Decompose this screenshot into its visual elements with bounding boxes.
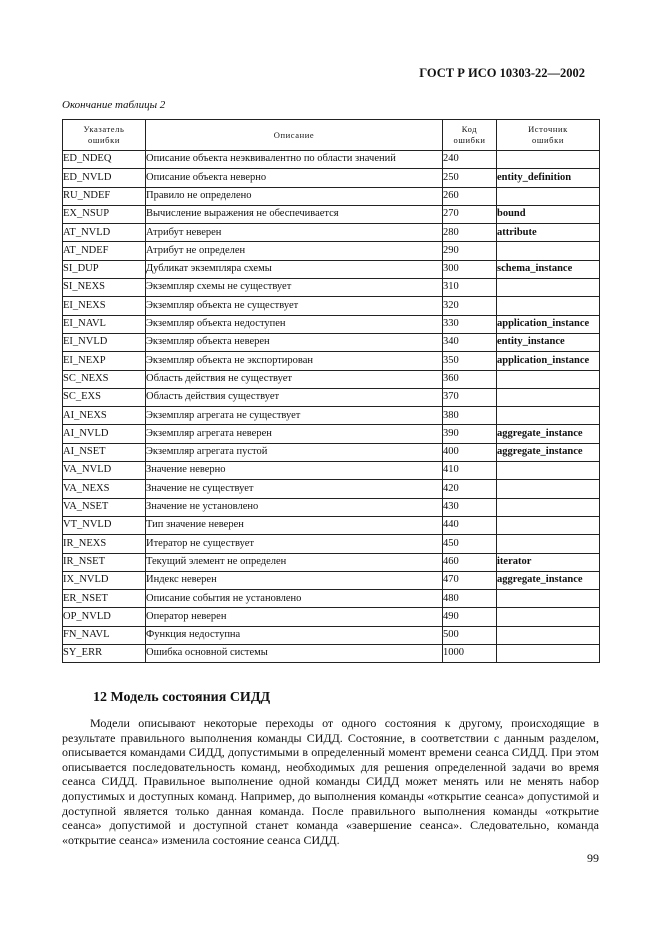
error-code-cell: EI_NVLD — [63, 333, 146, 351]
table-row — [63, 626, 600, 644]
description-cell: Экземпляр агрегата не существует — [146, 407, 443, 425]
col-header-description: Описание — [146, 120, 443, 151]
table-row — [63, 242, 600, 260]
error-number-cell: 240 — [443, 151, 497, 169]
error-code-cell: VA_NEXS — [63, 480, 146, 498]
section-paragraph: Модели описывают некоторые переходы от одного состояния к другому, происходящие в результате правильного выполнения команды СИДД. Состояние, в соответствии с данным разделом, описывается командами СИДД, допустимыми в определенный момент времени сеанса СИДД. При этом описывается последовательность команд, необходимых для решения определенной задачи во время сеанса СИДД. Правильное выполнение одной команды СИДД может менять или не менять набор допустимых и доступных команд. Например, до выполнения команды «открытие сеанса» допустимой и доступной является только данная команда. После правильного выполнения команды «открытие сеанса» допустимой и доступной станет команда «завершение сеанса». Следовательно, команда «открытие сеанса» изменила состояние сеанса СИДД. — [62, 716, 599, 847]
table-row — [63, 498, 600, 516]
source-cell: aggregate_instance — [497, 571, 600, 589]
table-row — [63, 224, 600, 242]
description-cell: Экземпляр агрегата неверен — [146, 425, 443, 443]
source-cell — [497, 242, 600, 260]
description-cell: Атрибут не определен — [146, 242, 443, 260]
table-header-row — [63, 120, 600, 151]
error-number-cell: 370 — [443, 388, 497, 406]
error-codes-table — [62, 119, 600, 663]
table-caption: Окончание таблицы 2 — [62, 99, 166, 111]
description-cell: Область действия существует — [146, 388, 443, 406]
error-number-cell: 410 — [443, 462, 497, 480]
source-cell — [497, 407, 600, 425]
description-cell: Правило не определено — [146, 187, 443, 205]
table-row — [63, 388, 600, 406]
section-title: 12 Модель состояния СИДД — [93, 690, 271, 705]
error-number-cell: 460 — [443, 553, 497, 571]
source-cell — [497, 590, 600, 608]
error-code-cell: AI_NEXS — [63, 407, 146, 425]
error-number-cell: 250 — [443, 169, 497, 187]
description-cell: Экземпляр объекта неверен — [146, 333, 443, 351]
error-code-cell: VA_NSET — [63, 498, 146, 516]
error-number-cell: 270 — [443, 205, 497, 223]
col-header-number — [443, 120, 497, 151]
error-code-cell: EI_NEXP — [63, 352, 146, 370]
table-row — [63, 205, 600, 223]
description-cell: Текущий элемент не определен — [146, 553, 443, 571]
table-row — [63, 370, 600, 388]
error-code-cell: IR_NEXS — [63, 535, 146, 553]
source-cell: aggregate_instance — [497, 425, 600, 443]
source-cell — [497, 498, 600, 516]
error-number-cell: 430 — [443, 498, 497, 516]
table-row — [63, 553, 600, 571]
description-cell: Экземпляр объекта не существует — [146, 297, 443, 315]
col-header-number-line1: Код — [461, 124, 478, 135]
error-number-cell: 330 — [443, 315, 497, 333]
table-row — [63, 462, 600, 480]
table-row — [63, 571, 600, 589]
page-number: 99 — [587, 851, 599, 865]
description-cell: Экземпляр объекта не экспортирован — [146, 352, 443, 370]
source-cell — [497, 187, 600, 205]
source-cell: iterator — [497, 553, 600, 571]
error-number-cell: 450 — [443, 535, 497, 553]
standard-header: ГОСТ Р ИСО 10303-22—2002 — [419, 66, 585, 80]
error-code-cell: ED_NDEQ — [63, 151, 146, 169]
error-number-cell: 290 — [443, 242, 497, 260]
table-row — [63, 480, 600, 498]
error-code-cell: AI_NSET — [63, 443, 146, 461]
error-code-cell: AT_NDEF — [63, 242, 146, 260]
error-number-cell: 380 — [443, 407, 497, 425]
source-cell: schema_instance — [497, 260, 600, 278]
col-header-number-line2: ошибки — [453, 135, 486, 145]
table-row — [63, 443, 600, 461]
table-row — [63, 352, 600, 370]
error-code-cell: IX_NVLD — [63, 571, 146, 589]
table-row — [63, 535, 600, 553]
table-row — [63, 187, 600, 205]
table-row — [63, 645, 600, 663]
error-number-cell: 490 — [443, 608, 497, 626]
source-cell — [497, 279, 600, 297]
description-cell: Оператор неверен — [146, 608, 443, 626]
source-cell: bound — [497, 205, 600, 223]
col-header-code-line2: ошибки — [88, 135, 120, 145]
col-header-code — [63, 120, 146, 151]
description-cell: Значение неверно — [146, 462, 443, 480]
description-cell: Вычисление выражения не обеспечивается — [146, 205, 443, 223]
error-code-cell: FN_NAVL — [63, 626, 146, 644]
error-code-cell: EX_NSUP — [63, 205, 146, 223]
error-code-cell: AI_NVLD — [63, 425, 146, 443]
table-row — [63, 333, 600, 351]
error-number-cell: 470 — [443, 571, 497, 589]
error-code-cell: OP_NVLD — [63, 608, 146, 626]
description-cell: Функция недоступна — [146, 626, 443, 644]
error-number-cell: 360 — [443, 370, 497, 388]
table-row — [63, 608, 600, 626]
error-number-cell: 480 — [443, 590, 497, 608]
source-cell: aggregate_instance — [497, 443, 600, 461]
description-cell: Значение не существует — [146, 480, 443, 498]
description-cell: Тип значение неверен — [146, 516, 443, 534]
description-cell: Итератор не существует — [146, 535, 443, 553]
error-code-cell: SI_NEXS — [63, 279, 146, 297]
error-code-cell: SC_NEXS — [63, 370, 146, 388]
source-cell — [497, 626, 600, 644]
table-row — [63, 297, 600, 315]
error-number-cell: 440 — [443, 516, 497, 534]
table-row — [63, 590, 600, 608]
description-cell: Значение не установлено — [146, 498, 443, 516]
description-cell: Индекс неверен — [146, 571, 443, 589]
error-code-cell: ER_NSET — [63, 590, 146, 608]
error-code-cell: RU_NDEF — [63, 187, 146, 205]
col-header-code-line1: Указатель — [83, 124, 125, 135]
description-cell: Экземпляр схемы не существует — [146, 279, 443, 297]
error-number-cell: 350 — [443, 352, 497, 370]
error-code-cell: AT_NVLD — [63, 224, 146, 242]
source-cell — [497, 388, 600, 406]
error-number-cell: 280 — [443, 224, 497, 242]
error-number-cell: 340 — [443, 333, 497, 351]
source-cell — [497, 297, 600, 315]
source-cell — [497, 480, 600, 498]
error-code-cell: EI_NEXS — [63, 297, 146, 315]
table-row — [63, 169, 600, 187]
error-number-cell: 310 — [443, 279, 497, 297]
col-header-source-line1: Источник — [528, 124, 568, 135]
table-row — [63, 260, 600, 278]
description-cell: Область действия не существует — [146, 370, 443, 388]
source-cell — [497, 608, 600, 626]
error-code-cell: ED_NVLD — [63, 169, 146, 187]
source-cell: attribute — [497, 224, 600, 242]
description-cell: Дубликат экземпляра схемы — [146, 260, 443, 278]
description-cell: Описание объекта неверно — [146, 169, 443, 187]
error-number-cell: 390 — [443, 425, 497, 443]
table-row — [63, 516, 600, 534]
description-cell: Экземпляр объекта недоступен — [146, 315, 443, 333]
source-cell: entity_definition — [497, 169, 600, 187]
table-row — [63, 425, 600, 443]
description-cell: Описание объекта неэквивалентно по области значений — [146, 151, 443, 169]
table-row — [63, 279, 600, 297]
error-code-cell: EI_NAVL — [63, 315, 146, 333]
source-cell: entity_instance — [497, 333, 600, 351]
error-number-cell: 260 — [443, 187, 497, 205]
description-cell: Описание события не установлено — [146, 590, 443, 608]
description-cell: Экземпляр агрегата пустой — [146, 443, 443, 461]
error-number-cell: 500 — [443, 626, 497, 644]
error-number-cell: 1000 — [443, 645, 497, 663]
source-cell — [497, 516, 600, 534]
error-number-cell: 320 — [443, 297, 497, 315]
table-row — [63, 151, 600, 169]
source-cell: application_instance — [497, 352, 600, 370]
source-cell — [497, 645, 600, 663]
source-cell — [497, 535, 600, 553]
table-row — [63, 315, 600, 333]
error-number-cell: 400 — [443, 443, 497, 461]
error-number-cell: 420 — [443, 480, 497, 498]
error-code-cell: VA_NVLD — [63, 462, 146, 480]
source-cell — [497, 370, 600, 388]
col-header-source-line2: ошибки — [532, 135, 564, 145]
error-number-cell: 300 — [443, 260, 497, 278]
description-cell: Атрибут неверен — [146, 224, 443, 242]
source-cell — [497, 462, 600, 480]
error-code-cell: SY_ERR — [63, 645, 146, 663]
error-code-cell: SI_DUP — [63, 260, 146, 278]
error-code-cell: IR_NSET — [63, 553, 146, 571]
error-code-cell: SC_EXS — [63, 388, 146, 406]
description-cell: Ошибка основной системы — [146, 645, 443, 663]
error-code-cell: VT_NVLD — [63, 516, 146, 534]
source-cell — [497, 151, 600, 169]
col-header-source — [497, 120, 600, 151]
source-cell: application_instance — [497, 315, 600, 333]
table-row — [63, 407, 600, 425]
